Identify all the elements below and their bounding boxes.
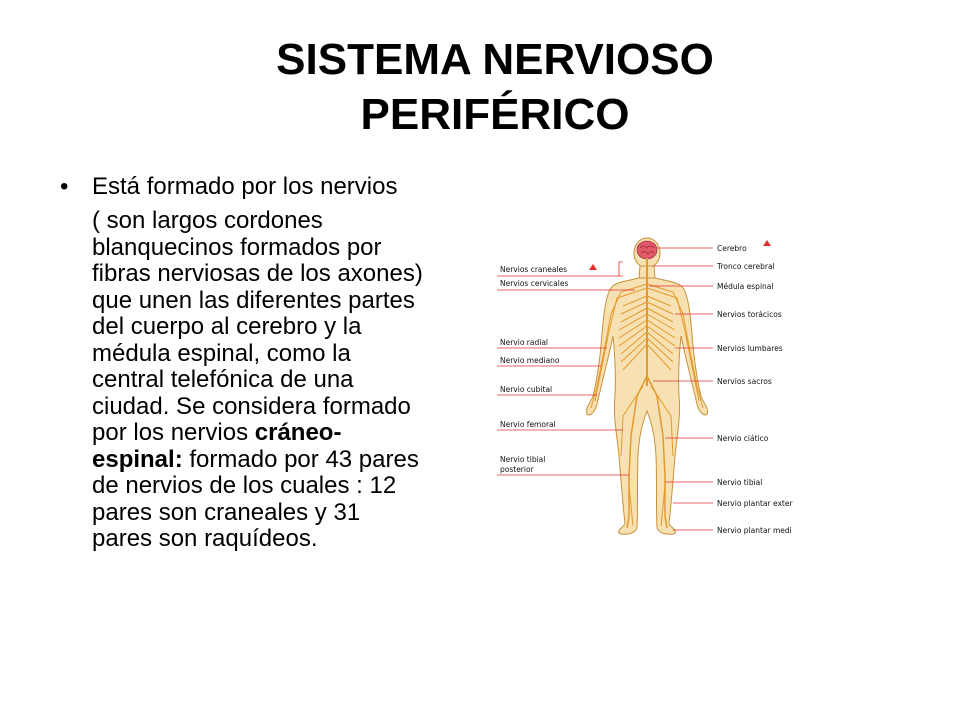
label-nervio-cubital: Nervio cubital (500, 385, 553, 394)
label-nervio-mediano: Nervio mediano (500, 356, 560, 365)
label-nervio-radial: Nervio radial (500, 338, 549, 347)
label-nervios-cervicales: Nervios cervicales (500, 279, 569, 288)
diagram-svg (497, 236, 815, 542)
label-medula-espinal: Médula espinal (717, 282, 774, 291)
label-nervio-femoral: Nervio femoral (500, 420, 556, 429)
label-nervios-sacros: Nervios sacros (717, 377, 772, 386)
slide-title (150, 32, 840, 142)
paragraph-line: ciudad. Se considera formado (92, 392, 411, 420)
label-nervios-lumbares: Nervios lumbares (717, 344, 783, 353)
label-nervio-tibial-posterior-2: posterior (500, 465, 534, 474)
label-nervios-craneales: Nervios craneales (500, 265, 568, 274)
brain (637, 241, 657, 259)
description-paragraph (60, 208, 480, 553)
bold-term: espinal: (92, 445, 183, 473)
bullet-text: Está formado por los nervios (92, 173, 398, 200)
text-run: formado por 43 pares (182, 445, 419, 473)
paragraph-line: pares son raquídeos. (92, 525, 318, 552)
bold-term: cráneo- (254, 419, 342, 446)
craneales-marker-icon (589, 264, 597, 270)
paragraph-line: fibras nerviosas de los axones) (92, 260, 423, 287)
paragraph-line: de nervios de los cuales : 12 (92, 472, 397, 499)
slide-body (60, 172, 480, 553)
label-cerebro: Cerebro (717, 244, 747, 253)
paragraph-line: blanquecinos formados por (92, 233, 382, 261)
cerebro-marker-icon (763, 240, 771, 246)
paragraph-line: central telefónica de una (92, 366, 354, 393)
paragraph-line: ( son largos cordones (92, 207, 323, 234)
text-run: por los nervios (92, 419, 255, 446)
label-nervio-plantar-externo: Nervio plantar exter (717, 499, 793, 508)
label-nervio-tibial: Nervio tibial (717, 478, 763, 487)
paragraph-line: del cuerpo al cerebro y la (92, 313, 362, 340)
slide-title-line-2: PERIFÉRICO (360, 90, 630, 139)
paragraph-line: médula espinal, como la (92, 339, 351, 367)
label-nervios-toracicos: Nervios torácicos (717, 310, 782, 319)
label-nervio-plantar-medial: Nervio plantar medi (717, 526, 792, 535)
label-nervio-ciatico: Nervio ciático (717, 434, 769, 443)
slide-title-line-1: SISTEMA NERVIOSO (276, 35, 714, 84)
paragraph-line (92, 420, 480, 447)
label-nervio-tibial-posterior-1: Nervio tibial (500, 455, 546, 464)
paragraph-line: que unen las diferentes partes (92, 286, 415, 314)
label-tronco-cerebral: Tronco cerebral (717, 262, 775, 271)
bullet-dot: • (60, 173, 69, 200)
craneales-bracket (619, 262, 623, 276)
nervous-system-diagram (497, 236, 815, 542)
paragraph-line (92, 447, 480, 474)
paragraph-line: pares son craneales y 31 (92, 498, 361, 526)
bullet-item (60, 172, 480, 202)
